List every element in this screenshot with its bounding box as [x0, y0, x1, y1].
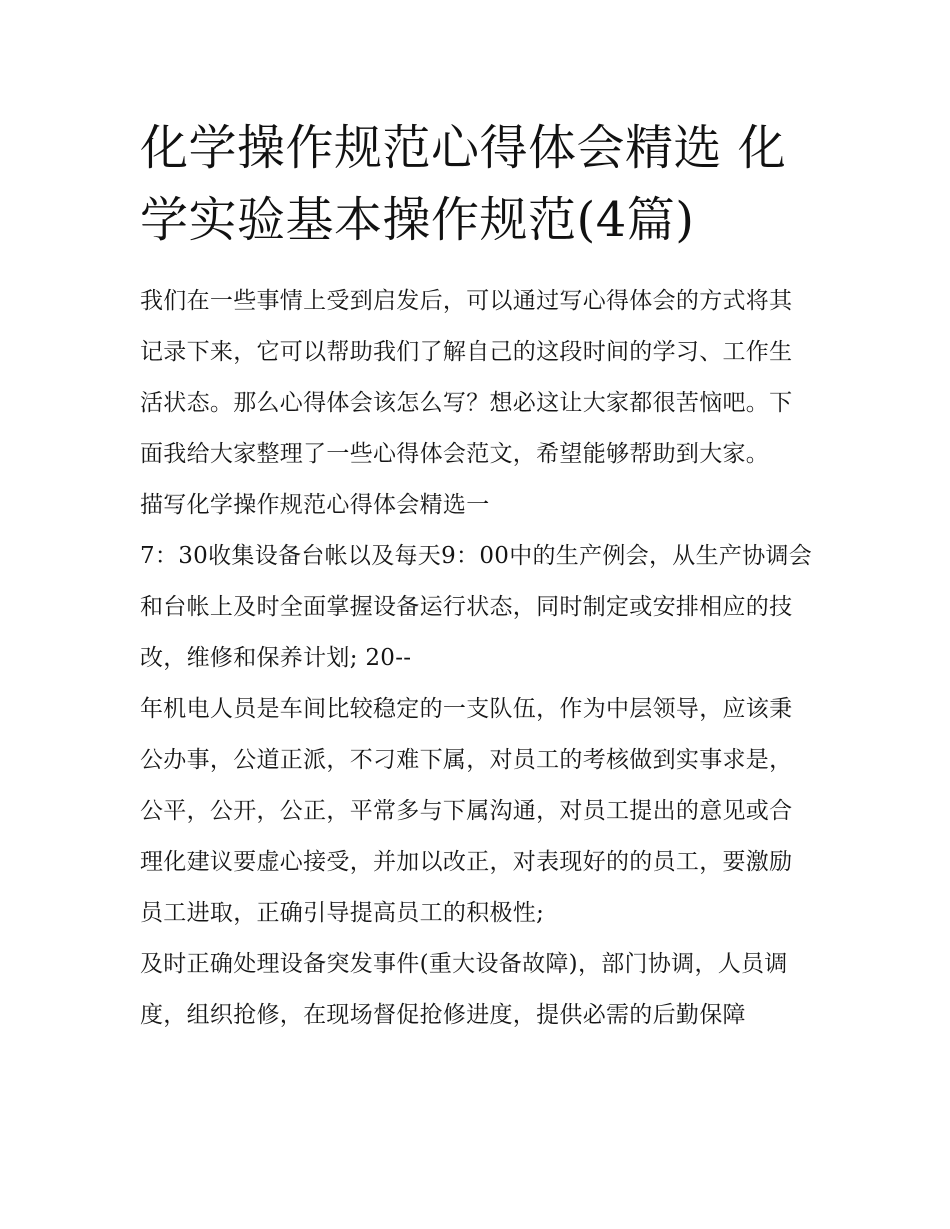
document-title: 化学操作规范心得体会精选 化学实验基本操作规范(4篇)	[140, 120, 787, 248]
document-body	[140, 276, 815, 1041]
body-paragraph: 年机电人员是车间比较稳定的一支队伍，作为中层领导，应该秉公办事，公道正派，不刁难下属，对员工的考核做到实事求是，公平，公开，公正，平常多与下属沟通，对员工提出的意见或合理化建议要虚心接受，并加以改正，对表现好的的员工，要激励员工进取，正确引导提高员工的积极性;	[140, 696, 793, 926]
section-heading: 描写化学操作规范心得体会精选一	[140, 492, 490, 518]
body-paragraph: 及时正确处理设备突发事件(重大设备故障)，部门协调，人员调度，组织抢修，在现场督促抢修进度，提供必需的后勤保障	[140, 951, 788, 1028]
body-paragraph: 7：30收集设备台帐以及每天9：00中的生产例会，从生产协调会和台帐上及时全面掌握设备运行状态，同时制定或安排相应的技改，维修和保养计划; 20--	[140, 543, 813, 671]
intro-paragraph: 我们在一些事情上受到启发后，可以通过写心得体会的方式将其记录下来，它可以帮助我们了解自己的这段时间的学习、工作生活状态。那么心得体会该怎么写？想必这让大家都很苦恼吧。下面我给大家整理了一些心得体会范文，希望能够帮助到大家。	[140, 288, 793, 467]
